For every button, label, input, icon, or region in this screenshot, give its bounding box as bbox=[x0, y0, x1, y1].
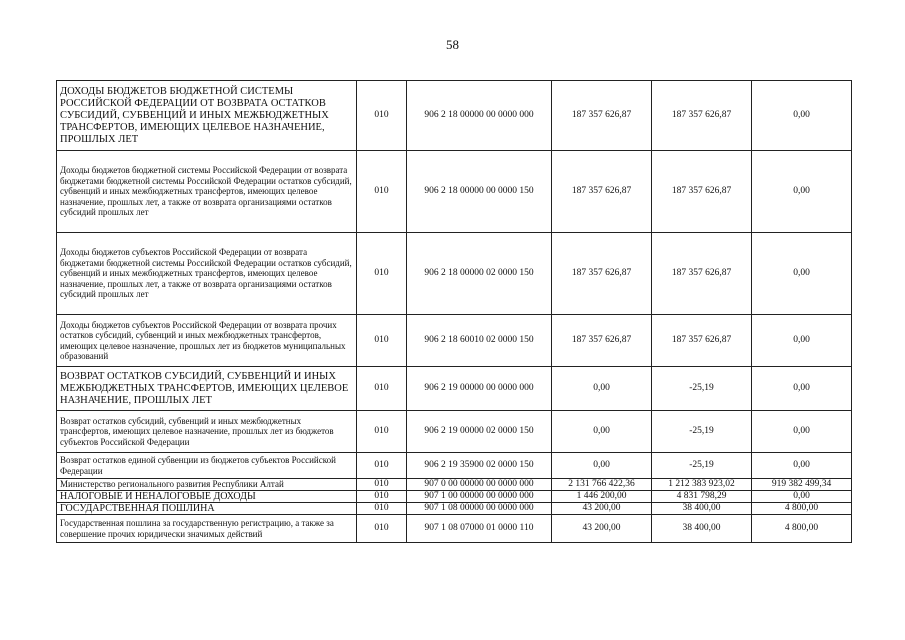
row-name: ДОХОДЫ БЮДЖЕТОВ БЮДЖЕТНОЙ СИСТЕМЫ РОССИЙСКОЙ ФЕДЕРАЦИИ ОТ ВОЗВРАТА ОСТАТКОВ СУБСИДИЙ, СУБВЕНЦИЙ И ИНЫХ МЕЖБЮДЖЕТНЫХ ТРАНСФЕРТОВ, ИМЕЮЩИХ ЦЕЛЕВОЕ НАЗНАЧЕНИЕ, ПРОШЛЫХ ЛЕТ bbox=[57, 81, 357, 151]
row-name: ГОСУДАРСТВЕННАЯ ПОШЛИНА bbox=[57, 503, 357, 515]
row-col1: 187 357 626,87 bbox=[552, 315, 652, 367]
row-col3: 0,00 bbox=[752, 453, 852, 479]
table-row bbox=[57, 453, 852, 479]
table-row bbox=[57, 411, 852, 453]
page-number: 58 bbox=[446, 37, 459, 52]
row-col1: 1 446 200,00 bbox=[552, 491, 652, 503]
row-code: 010 bbox=[357, 515, 407, 543]
row-classifier: 907 0 00 00000 00 0000 000 bbox=[407, 479, 552, 491]
row-classifier: 906 2 19 00000 02 0000 150 bbox=[407, 411, 552, 453]
row-code: 010 bbox=[357, 503, 407, 515]
row-col3: 0,00 bbox=[752, 233, 852, 315]
row-col2: 187 357 626,87 bbox=[652, 81, 752, 151]
row-classifier: 906 2 18 00000 00 0000 000 bbox=[407, 81, 552, 151]
row-col1: 43 200,00 bbox=[552, 515, 652, 543]
row-code: 010 bbox=[357, 411, 407, 453]
income-report-table bbox=[56, 80, 852, 543]
row-name: Доходы бюджетов субъектов Российской Федерации от возврата прочих остатков субсидий, субвенций и иных межбюджетных трансфертов, имеющих целевое назначение, прошлых лет из бюджетов муниципальных образований bbox=[57, 315, 357, 367]
row-code: 010 bbox=[357, 367, 407, 411]
row-name: ВОЗВРАТ ОСТАТКОВ СУБСИДИЙ, СУБВЕНЦИЙ И ИНЫХ МЕЖБЮДЖЕТНЫХ ТРАНСФЕРТОВ, ИМЕЮЩИХ ЦЕЛЕВОЕ НАЗНАЧЕНИЕ, ПРОШЛЫХ ЛЕТ bbox=[57, 367, 357, 411]
row-classifier: 906 2 19 35900 02 0000 150 bbox=[407, 453, 552, 479]
row-classifier: 906 2 18 00000 00 0000 150 bbox=[407, 151, 552, 233]
row-col2: 1 212 383 923,02 bbox=[652, 479, 752, 491]
row-name: НАЛОГОВЫЕ И НЕНАЛОГОВЫЕ ДОХОДЫ bbox=[57, 491, 357, 503]
row-col2: 4 831 798,29 bbox=[652, 491, 752, 503]
row-classifier: 907 1 08 00000 00 0000 000 bbox=[407, 503, 552, 515]
row-col2: -25,19 bbox=[652, 411, 752, 453]
table-row bbox=[57, 151, 852, 233]
row-col3: 0,00 bbox=[752, 151, 852, 233]
table-row bbox=[57, 515, 852, 543]
row-classifier: 907 1 00 00000 00 0000 000 bbox=[407, 491, 552, 503]
row-classifier: 906 2 18 00000 02 0000 150 bbox=[407, 233, 552, 315]
row-col1: 0,00 bbox=[552, 367, 652, 411]
table-row bbox=[57, 503, 852, 515]
row-code: 010 bbox=[357, 491, 407, 503]
table-row bbox=[57, 479, 852, 491]
row-col1: 187 357 626,87 bbox=[552, 233, 652, 315]
row-name: Доходы бюджетов субъектов Российской Федерации от возврата бюджетами бюджетной системы Российской Федерации остатков субсидий, субвенций и иных межбюджетных трансфертов, имеющих целевое назначение, прошлых лет, а также от возврата организациями остатков субсидий прошлых лет bbox=[57, 233, 357, 315]
row-col1: 187 357 626,87 bbox=[552, 81, 652, 151]
row-col1: 2 131 766 422,36 bbox=[552, 479, 652, 491]
row-name: Доходы бюджетов бюджетной системы Российской Федерации от возврата бюджетами бюджетной системы Российской Федерации остатков субсидий, субвенций и иных межбюджетных трансфертов, имеющих целевое назначение, прошлых лет, а также от возврата организациями остатков субсидий прошлых лет bbox=[57, 151, 357, 233]
row-name: Государственная пошлина за государственную регистрацию, а также за совершение прочих юридически значимых действий bbox=[57, 515, 357, 543]
row-col1: 0,00 bbox=[552, 411, 652, 453]
row-name: Возврат остатков субсидий, субвенций и иных межбюджетных трансфертов, имеющих целевое назначение, прошлых лет из бюджетов субъектов Российской Федерации bbox=[57, 411, 357, 453]
table-row bbox=[57, 233, 852, 315]
row-code: 010 bbox=[357, 479, 407, 491]
row-name: Министерство регионального развития Республики Алтай bbox=[57, 479, 357, 491]
row-col3: 4 800,00 bbox=[752, 503, 852, 515]
row-code: 010 bbox=[357, 315, 407, 367]
row-col3: 0,00 bbox=[752, 81, 852, 151]
row-code: 010 bbox=[357, 453, 407, 479]
row-col2: 187 357 626,87 bbox=[652, 233, 752, 315]
table-row bbox=[57, 81, 852, 151]
row-col2: -25,19 bbox=[652, 367, 752, 411]
row-col3: 919 382 499,34 bbox=[752, 479, 852, 491]
row-col3: 0,00 bbox=[752, 411, 852, 453]
row-col1: 0,00 bbox=[552, 453, 652, 479]
row-col3: 0,00 bbox=[752, 315, 852, 367]
row-col2: -25,19 bbox=[652, 453, 752, 479]
row-classifier: 907 1 08 07000 01 0000 110 bbox=[407, 515, 552, 543]
row-col2: 38 400,00 bbox=[652, 515, 752, 543]
table-row bbox=[57, 315, 852, 367]
table-row bbox=[57, 367, 852, 411]
row-code: 010 bbox=[357, 151, 407, 233]
row-classifier: 906 2 18 60010 02 0000 150 bbox=[407, 315, 552, 367]
row-classifier: 906 2 19 00000 00 0000 000 bbox=[407, 367, 552, 411]
row-col3: 4 800,00 bbox=[752, 515, 852, 543]
row-col1: 43 200,00 bbox=[552, 503, 652, 515]
table-row bbox=[57, 491, 852, 503]
row-col1: 187 357 626,87 bbox=[552, 151, 652, 233]
row-col2: 187 357 626,87 bbox=[652, 315, 752, 367]
row-col3: 0,00 bbox=[752, 491, 852, 503]
row-col3: 0,00 bbox=[752, 367, 852, 411]
row-code: 010 bbox=[357, 81, 407, 151]
row-code: 010 bbox=[357, 233, 407, 315]
row-col2: 38 400,00 bbox=[652, 503, 752, 515]
row-name: Возврат остатков единой субвенции из бюджетов субъектов Российской Федерации bbox=[57, 453, 357, 479]
row-col2: 187 357 626,87 bbox=[652, 151, 752, 233]
